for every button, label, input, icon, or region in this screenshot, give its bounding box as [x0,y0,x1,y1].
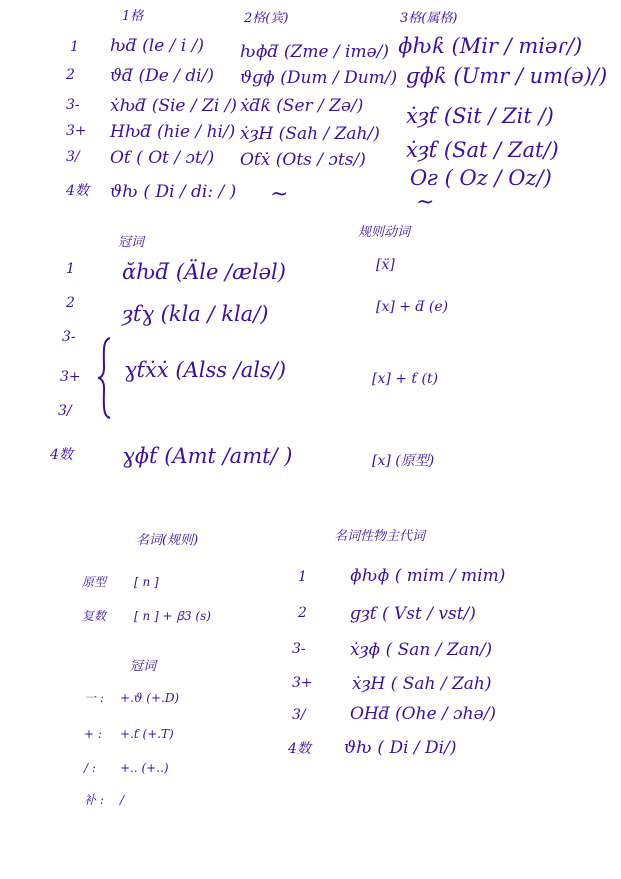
row2-col2: ϑɡɸ (Dum / Dum/) [240,68,398,88]
s2-word-1: ᾰƕƌ (Äle /æləl) [122,260,286,284]
pp-num-3minus: 3- [292,641,306,657]
pp-word-3plus: ẋȝH ( Sah / Zah) [352,674,492,694]
heading-nouns: 名词(规则) [136,533,199,548]
pp-word-3slash: OHƌ (Ohe / ɔhə/) [350,704,497,724]
pp-num-1: 1 [298,569,307,585]
s2-num-1: 1 [66,261,75,277]
s2-word-plural: ɣɸƭ (Amt /amt/ ) [122,444,293,468]
s2-rule-2: [x] + ƌ (e) [376,299,449,315]
row3s-col1: Oƭ ( Ot / ɔt/) [110,148,215,168]
curly-brace-icon [96,336,114,420]
plural-col1: ϑƕ ( Di / di: / ) [110,182,237,202]
s2-rule-plural: [x] (原型) [372,453,435,469]
row3m-col3: ẋȝƭ (Sit / Zit /) [406,104,554,128]
row2-col3: ɡɸƙ (Umr / um(ə)/) [406,64,608,88]
pp-word-3minus: ẋȝɸ ( San / Zan/) [350,640,493,660]
row3s-col2: Oƭẋ (Ots / ɔts/) [240,150,366,170]
pp-num-3slash: 3/ [292,707,306,723]
article-label-supplement: 补 : [84,793,104,807]
row-num-3minus: 3- [66,97,80,113]
row1-col3: ɸƕƙ (Mir / miəɾ/) [398,34,583,58]
s2-rule-1: [ẍ] [376,257,395,273]
s2-num-3minus: 3- [62,329,76,345]
column-header-3: 3格(属格) [400,11,458,26]
s2-num-3slash: 3/ [58,403,72,419]
article-value-minus: +.ϑ (+.D) [120,691,180,705]
pp-num-plural: 4数 [288,741,311,757]
row3m-col1: ẋƕƌ (Sie / Zi /) [110,96,238,116]
s2-rule-3: [x] + ƭ (t) [372,371,439,387]
s2-word-2: ȝƭɣ (kla / kla/) [122,302,269,326]
row-num-2: 2 [66,67,75,83]
row3s-col3: Oƨ ( Oz / Oz/) [410,166,552,190]
row1-col2: ƕɸƌ (Zme / imə/) [240,42,390,62]
article-value-slash: +.. (+..) [120,761,169,775]
pp-word-2: ɡȝƭ ( Vst / vst/) [350,604,476,624]
article-value-plus: +.ƭ (+.T) [120,727,174,741]
s2-word-3plus: ɣƭẋẋ (Alss /als/) [124,358,287,382]
noun-value-base: [ n ] [134,575,159,589]
row-num-3plus: 3+ [66,123,87,139]
pp-word-1: ɸƕɸ ( mim / mim) [350,566,506,586]
row2-col1: ϑƌ (De / di/) [110,66,214,86]
article-label-plus: + : [84,727,102,741]
row-num-1: 1 [70,39,79,55]
column-header-1: 1格 [122,9,144,24]
s2-num-3plus: 3+ [60,369,81,385]
article-label-minus: 一 : [84,691,104,705]
row-num-plural: 4数 [66,183,89,199]
row-num-3slash: 3/ [66,149,80,165]
s2-num-2: 2 [66,295,75,311]
row3p-col1: Hƕƌ (hie / hi/) [110,122,236,142]
article-value-supplement: / [120,793,125,807]
row3m-col2: ẋƌƙ (Ser / Zə/) [240,96,364,116]
article-label-slash: / : [84,761,96,775]
row3p-col2: ẋȝH (Sah / Zah/) [240,124,380,144]
row3p-col3: ẋȝƭ (Sat / Zat/) [406,138,559,162]
noun-label-base: 原型 [82,575,107,589]
tilde-mark-1: ~ [270,182,289,207]
row1-col1: ƕƌ (le / i /) [110,36,204,56]
pp-num-3plus: 3+ [292,675,313,691]
s2-num-plural: 4数 [50,447,73,463]
tilde-mark-2: ~ [416,190,435,215]
pp-num-2: 2 [298,605,307,621]
heading-regular-verbs: 规则动词 [358,225,411,240]
subheading-articles: 冠词 [130,659,157,674]
column-header-2: 2格(宾) [244,11,289,26]
noun-value-plural: [ n ] + ꞵ3 (s) [134,609,211,623]
heading-articles: 冠词 [118,235,145,250]
noun-label-plural: 复数 [82,609,107,623]
heading-possessive-pronouns: 名词性物主代词 [334,529,426,544]
pp-word-plural: ϑƕ ( Di / Di/) [344,738,457,758]
